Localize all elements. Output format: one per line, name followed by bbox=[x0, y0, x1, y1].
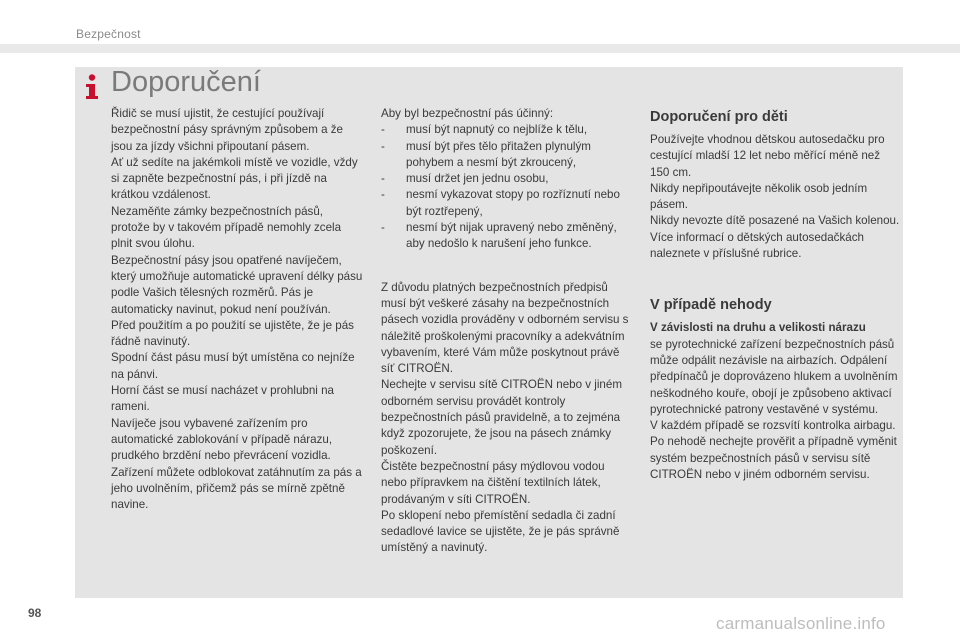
list-item: - nesmí být nijak upravený nebo změněný, aby nedošlo k narušení jeho funkce. bbox=[381, 221, 617, 251]
accident-heading: V případě nehody bbox=[650, 297, 772, 314]
paragraph: Nechejte v servisu sítě CITROËN nebo v jiném odborném servisu provádět kontroly bezpečnostních pásů pravidelně, a to zejména když zpozorujete, že jsou na pásech známky poškození. bbox=[381, 378, 622, 457]
paragraph: Nikdy nevozte dítě posazené na Vašich kolenou. bbox=[650, 214, 900, 228]
list-item: - musí být napnutý co nejblíže k tělu, bbox=[381, 123, 588, 137]
paragraph: Používejte vhodnou dětskou autosedačku pro cestující mladší 12 let nebo měřící méně než 150 cm. bbox=[650, 133, 885, 179]
paragraph: Před použitím a po použití se ujistěte, že je pás řádně navinutý. bbox=[111, 318, 354, 349]
paragraph: Po nehodě nechejte prověřit a případně vyměnit systém bezpečnostních pásů v servisu sítě CITROËN nebo v jiném odborném servisu. bbox=[650, 435, 897, 482]
bold-lead: V závislosti na druhu a velikosti nárazu bbox=[650, 321, 866, 335]
section-title: Bezpečnost bbox=[76, 27, 141, 41]
paragraph: V každém případě se rozsvítí kontrolka airbagu. bbox=[650, 419, 896, 433]
paragraph: Bezpečnostní pásy jsou opatřené navíječem, který umožňuje automatické upravení délky pásu podle Vašich tělesných rozměrů. Pás je automaticky navinut, pokud není používán. bbox=[111, 253, 363, 316]
paragraph: Více informací o dětských autosedačkách naleznete v příslušné rubrice. bbox=[650, 230, 864, 261]
paragraph: se pyrotechnické zařízení bezpečnostních pásů může odpálit nezávisle na airbazích. Odpálení předpínačů je doprovázeno hlukem a uvolněním neškodného kouře, obojí je způsobeno aktivací pyrotechnické patrony vestavěné v systému. bbox=[650, 337, 898, 416]
column-children-accident bbox=[650, 106, 900, 483]
page-number: 98 bbox=[28, 606, 42, 620]
paragraph: Čistěte bezpečnostní pásy mýdlovou vodou nebo přípravkem na čištění textilních látek, prodávaným v síti CITROËN. bbox=[381, 459, 605, 506]
list-item: - nesmí vykazovat stopy po rozříznutí nebo být roztřepený, bbox=[381, 188, 620, 218]
paragraph: Po sklopení nebo přemístění sedadla či zadní sedadlové lavice se ujistěte, že je pás správně umístěný a navinutý. bbox=[381, 508, 620, 555]
paragraph: Z důvodu platných bezpečnostních předpisů musí být veškeré zásahy na bezpečnostních pásech vozidla prováděny v odborném servisu s náležitě proškolenými pracovníky a adekvátním vybavením, které Vám může poskytnout právě síť CITROËN. bbox=[381, 280, 629, 376]
column-effectiveness bbox=[381, 106, 631, 557]
list-intro: Aby byl bezpečnostní pás účinný: bbox=[381, 107, 554, 120]
children-heading: Doporučení pro děti bbox=[650, 109, 788, 125]
list-item: - musí být přes tělo přitažen plynulým pohybem a nesmí být zkroucený, bbox=[381, 139, 591, 169]
column-general bbox=[111, 106, 363, 513]
paragraph: Nikdy nepřipoutávejte několik osob jedním pásem. bbox=[650, 181, 868, 212]
paragraph: Navíječe jsou vybavené zařízením pro automatické zablokování v případě nárazu, prudkého brzdění nebo převrácení vozidla. Zařízení můžete odblokovat zatáhnutím za pás a jeho uvolněním, přičemž pás se mírně zpětně navine. bbox=[111, 416, 362, 512]
paragraph: Ať už sedíte na jakémkoli místě ve vozidle, vždy si zapněte bezpečnostní pás, i při jízdě na krátkou vzdálenost. bbox=[111, 155, 358, 202]
list-item: - musí držet jen jednu osobu, bbox=[381, 172, 549, 186]
page-heading: Doporučení bbox=[111, 66, 261, 98]
paragraph: Řidič se musí ujistit, že cestující používají bezpečnostní pásy správným způsobem a že jsou za jízdy všichni připoutaní pásem. bbox=[111, 107, 343, 153]
info-icon bbox=[84, 74, 100, 100]
paragraph: Nezaměňte zámky bezpečnostních pásů, protože by v takovém případě nemohly zcela plnit svou úlohu. bbox=[111, 204, 342, 251]
header-divider bbox=[0, 44, 960, 53]
watermark: carmanualsonline.info bbox=[716, 614, 886, 633]
paragraph: Horní část se musí nacházet v prohlubni na rameni. bbox=[111, 384, 334, 414]
paragraph: Spodní část pásu musí být umístěna co nejníže na pánvi. bbox=[111, 351, 355, 381]
